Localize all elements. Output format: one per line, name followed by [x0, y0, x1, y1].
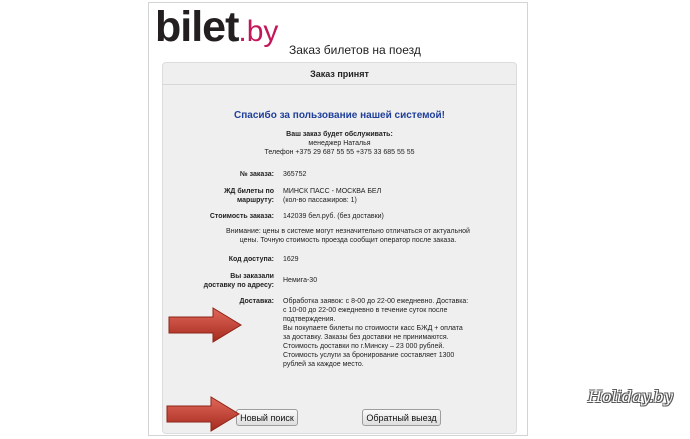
access-code-label: Код доступа:	[228, 256, 274, 263]
order-number-value: 365752	[283, 171, 307, 178]
delivery-label: Доставка:	[239, 298, 274, 305]
delivery-address-label-line1: Вы заказали	[230, 273, 274, 280]
route-label-line2: маршруту:	[237, 197, 274, 204]
route-value-line2: (кол-во пассажиров: 1)	[283, 197, 357, 204]
delivery-info-line: за доставку. Заказы без доставки не принимаются.	[283, 334, 449, 341]
delivery-address-value: Немига-30	[283, 277, 318, 284]
manager-phone: Телефон +375 29 687 55 55 +375 33 685 55 55	[264, 149, 415, 156]
manager-name: менеджер Наталья	[308, 140, 371, 147]
price-notice	[203, 227, 493, 245]
cost-value: 142039 бел.руб. (без доставки)	[283, 213, 384, 220]
route-label	[163, 187, 274, 205]
delivery-address-label	[163, 272, 274, 290]
delivery-address-label-line2: доставку по адресу:	[203, 282, 274, 289]
brand-suffix: .by	[238, 15, 279, 48]
delivery-info-line: Вы покупаете билеты по стоимости касс БЖД + оплата	[283, 325, 463, 332]
route-label-line1: ЖД билеты по	[224, 188, 274, 195]
order-number-label: № заказа:	[239, 171, 274, 178]
brand-logo[interactable]	[155, 3, 279, 51]
panel-title-divider	[163, 84, 516, 85]
delivery-info-line: Обработка заявок: с 8-00 до 22-00 ежедневно. Доставка:	[283, 298, 469, 305]
access-code-value: 1629	[283, 256, 299, 263]
red-arrow-icon	[167, 306, 243, 344]
thanks-message: Спасибо за пользование нашей системой!	[234, 110, 445, 121]
delivery-info-line: Стоимость доставки по г.Минску – 23 000 рублей.	[283, 343, 445, 350]
delivery-info	[283, 297, 483, 369]
cost-label: Стоимость заказа:	[209, 213, 274, 220]
manager-heading: Ваш заказ будет обслуживать:	[286, 131, 393, 138]
red-arrow-icon	[165, 395, 241, 433]
holiday-watermark: Holiday.by	[588, 387, 673, 406]
manager-info	[163, 130, 516, 157]
route-value	[283, 187, 483, 205]
panel-title: Заказ принят	[310, 69, 369, 79]
route-value-line1: МИНСК ПАСС - МОСКВА БЕЛ	[283, 188, 382, 195]
delivery-info-line: подтверждения.	[283, 316, 336, 323]
delivery-info-line: с 10-00 до 22-00 ежедневно в течение суток после	[283, 307, 448, 314]
return-trip-button[interactable]: Обратный выезд	[362, 409, 441, 426]
new-search-button[interactable]: Новый поиск	[236, 409, 298, 426]
price-notice-line2: цены. Точную стоимость проезда сообщит оператор после заказа.	[239, 237, 457, 244]
delivery-info-line: рублей за каждое место.	[283, 361, 364, 368]
delivery-info-line: Стоимость услуги за бронирование составляет 1300	[283, 352, 455, 359]
page-heading: Заказ билетов на поезд	[289, 43, 421, 57]
price-notice-line1: Внимание: цены в системе могут незначительно отличаться от актуальной	[226, 228, 470, 235]
brand-name: bilet	[155, 3, 239, 51]
order-panel	[162, 62, 517, 434]
